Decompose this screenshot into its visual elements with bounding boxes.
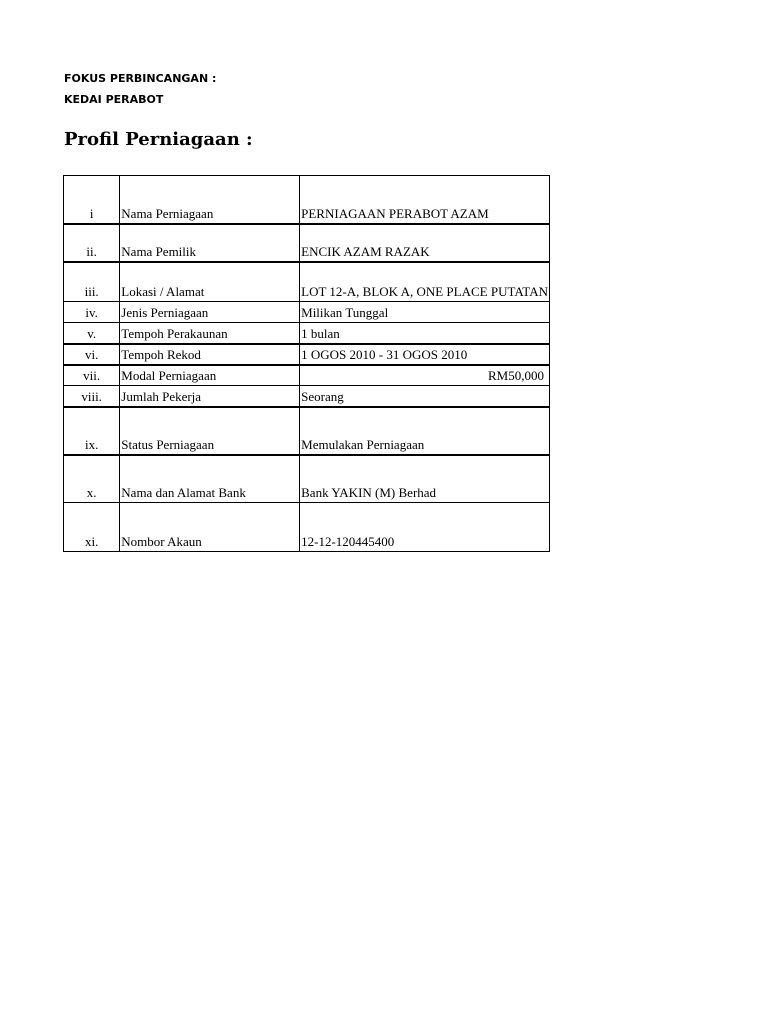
row-label: Jumlah Pekerja: [120, 386, 300, 407]
row-label: Lokasi / Alamat: [120, 262, 300, 302]
row-number: xi.: [64, 503, 120, 552]
row-number: iv.: [64, 302, 120, 323]
row-number: viii.: [64, 386, 120, 407]
row-number: ix.: [64, 407, 120, 455]
row-value: 1 OGOS 2010 - 31 OGOS 2010: [300, 344, 550, 365]
row-value: 1 bulan: [300, 323, 550, 344]
row-value: Seorang: [300, 386, 550, 407]
row-label: Nama Pemilik: [120, 224, 300, 262]
row-label: Tempoh Perakaunan: [120, 323, 300, 344]
row-label: Nama dan Alamat Bank: [120, 455, 300, 503]
table-row: [64, 176, 550, 224]
table-row: [64, 302, 550, 323]
row-value: ENCIK AZAM RAZAK: [300, 224, 550, 262]
table-row: [64, 455, 550, 503]
row-value: 12-12-120445400: [300, 503, 550, 552]
row-value: Bank YAKIN (M) Berhad: [300, 455, 550, 503]
table-row: [64, 224, 550, 262]
table-row: [64, 262, 550, 302]
table-row: [64, 503, 550, 552]
row-value: LOT 12-A, BLOK A, ONE PLACE PUTATAN: [300, 262, 550, 302]
row-label: Tempoh Rekod: [120, 344, 300, 365]
row-number: ii.: [64, 224, 120, 262]
discussion-topic: KEDAI PERABOT: [64, 93, 164, 106]
row-number: v.: [64, 323, 120, 344]
row-value: Memulakan Perniagaan: [300, 407, 550, 455]
row-label: Jenis Perniagaan: [120, 302, 300, 323]
row-label: Status Perniagaan: [120, 407, 300, 455]
table-row: [64, 386, 550, 407]
row-number: iii.: [64, 262, 120, 302]
table-row: [64, 344, 550, 365]
table-row: [64, 365, 550, 386]
discussion-focus-label: FOKUS PERBINCANGAN :: [64, 72, 217, 85]
row-number: vii.: [64, 365, 120, 386]
table-row: [64, 323, 550, 344]
row-label: Modal Perniagaan: [120, 365, 300, 386]
business-profile-table: [63, 175, 550, 552]
row-label: Nombor Akaun: [120, 503, 300, 552]
row-value: RM50,000: [300, 365, 550, 386]
section-title: Profil Perniagaan :: [64, 129, 253, 150]
row-number: x.: [64, 455, 120, 503]
row-label: Nama Perniagaan: [120, 176, 300, 224]
row-value: PERNIAGAAN PERABOT AZAM: [300, 176, 550, 224]
row-number: i: [64, 176, 120, 224]
row-number: vi.: [64, 344, 120, 365]
row-value: Milikan Tunggal: [300, 302, 550, 323]
table-row: [64, 407, 550, 455]
